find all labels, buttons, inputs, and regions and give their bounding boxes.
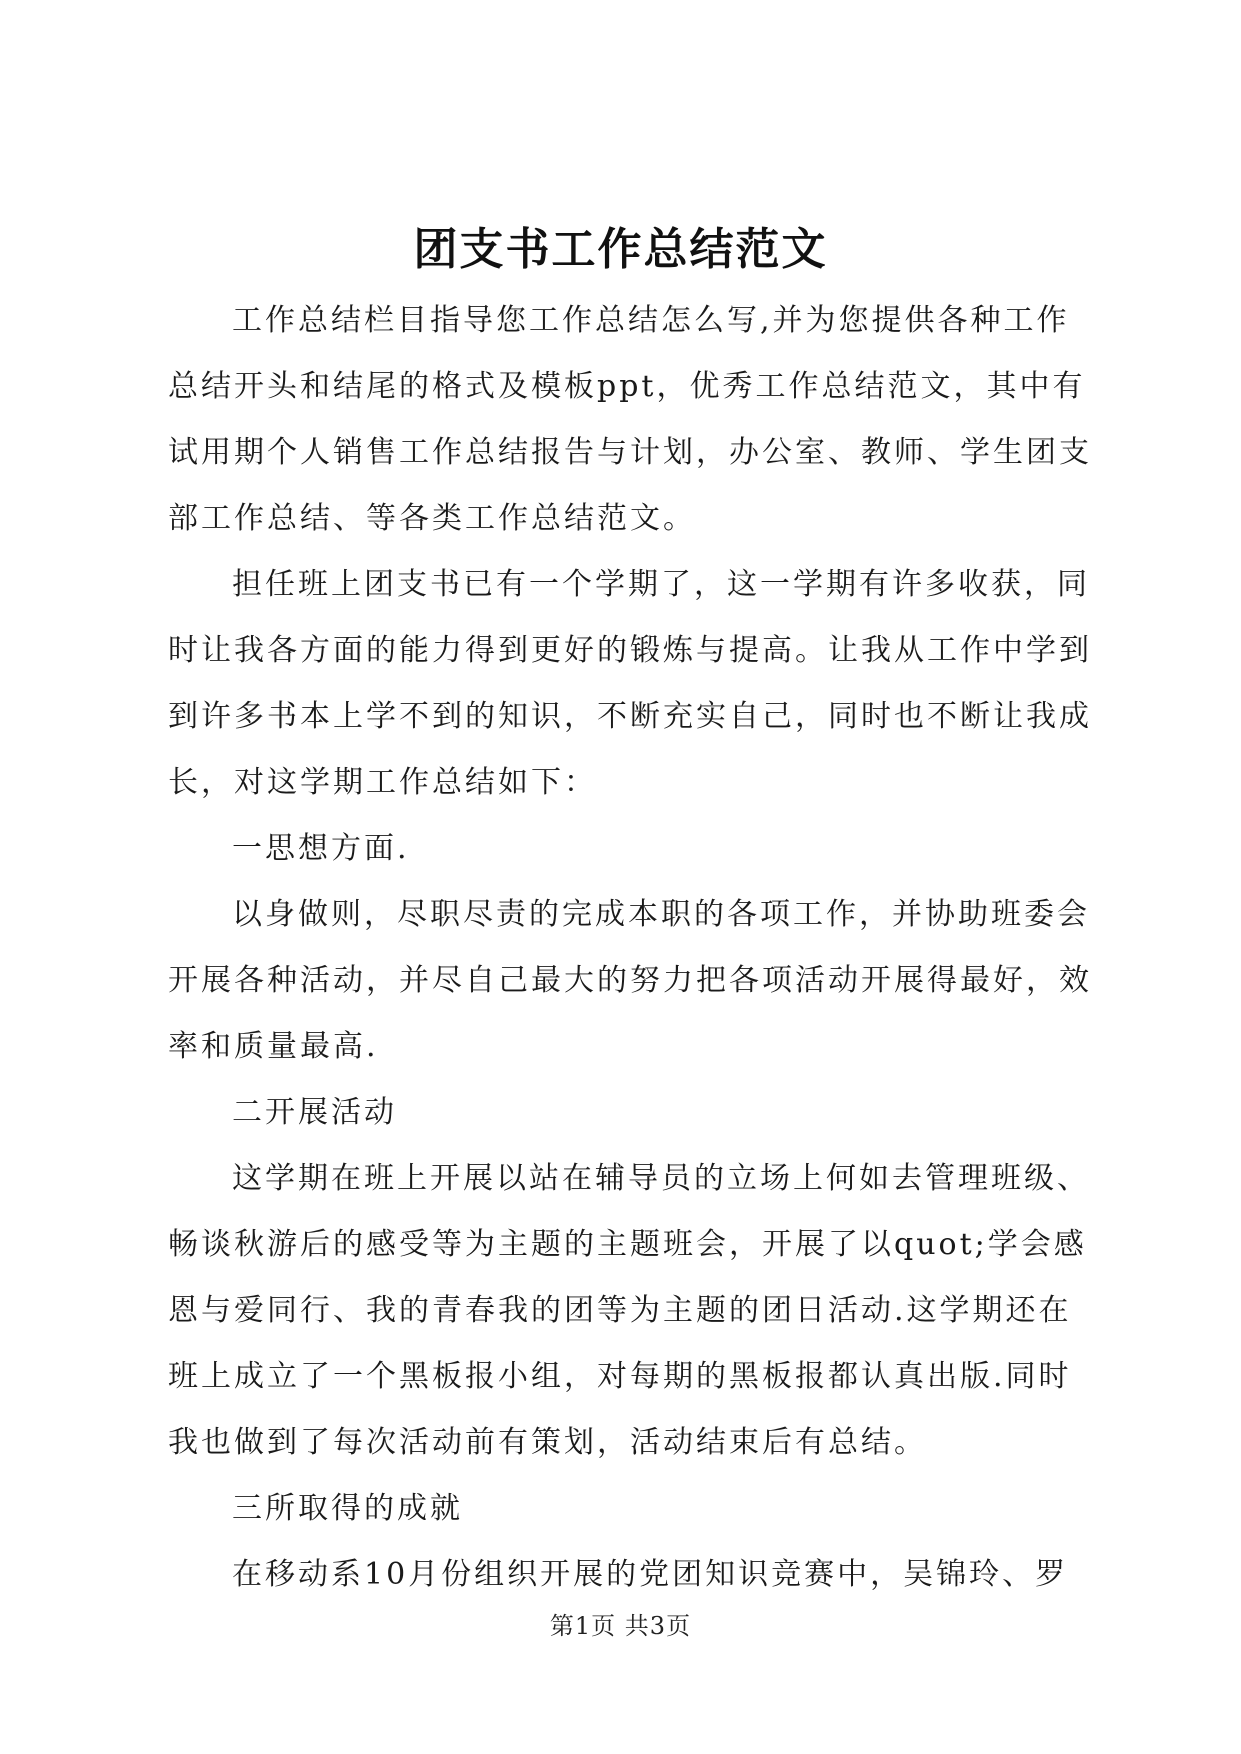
text-line: 开展各种活动，并尽自己最大的努力把各项活动开展得最好，效 [168, 963, 1092, 998]
text-line: 一思想方面. [232, 831, 410, 866]
text-line: 担任班上团支书已有一个学期了，这一学期有许多收获，同 [232, 567, 1090, 602]
text-line: 班上成立了一个黑板报小组，对每期的黑板报都认真出版.同时 [168, 1359, 1072, 1394]
text-line: 部工作总结、等各类工作总结范文。 [168, 501, 696, 536]
text-line: 到许多书本上学不到的知识，不断充实自己，同时也不断让我成 [168, 699, 1092, 734]
text-line: 二开展活动 [232, 1095, 397, 1130]
text-line: 恩与爱同行、我的青春我的团等为主题的团日活动.这学期还在 [168, 1293, 1072, 1328]
text-line: 畅谈秋游后的感受等为主题的主题班会，开展了以quot;学会感 [168, 1227, 1087, 1262]
text-line: 率和质量最高. [168, 1029, 379, 1064]
text-line: 试用期个人销售工作总结报告与计划，办公室、教师、学生团支 [168, 435, 1092, 470]
text-line: 在移动系10月份组织开展的党团知识竞赛中，吴锦玲、罗 [232, 1557, 1069, 1592]
text-line: 长，对这学期工作总结如下： [168, 765, 597, 800]
text-line: 时让我各方面的能力得到更好的锻炼与提高。让我从工作中学到 [168, 633, 1092, 668]
text-line: 总结开头和结尾的格式及模板ppt，优秀工作总结范文，其中有 [168, 369, 1086, 404]
page-footer: 第1页 共3页 [549, 1612, 692, 1640]
text-line: 这学期在班上开展以站在辅导员的立场上何如去管理班级、 [232, 1161, 1090, 1196]
text-line: 以身做则，尽职尽责的完成本职的各项工作，并协助班委会 [232, 897, 1090, 932]
document-body [168, 288, 1092, 1608]
text-line: 我也做到了每次活动前有策划，活动结束后有总结。 [168, 1425, 927, 1460]
document-title: 团支书工作总结范文 [413, 224, 828, 275]
text-line: 三所取得的成就 [232, 1491, 463, 1526]
text-line: 工作总结栏目指导您工作总结怎么写,并为您提供各种工作 [232, 303, 1070, 338]
